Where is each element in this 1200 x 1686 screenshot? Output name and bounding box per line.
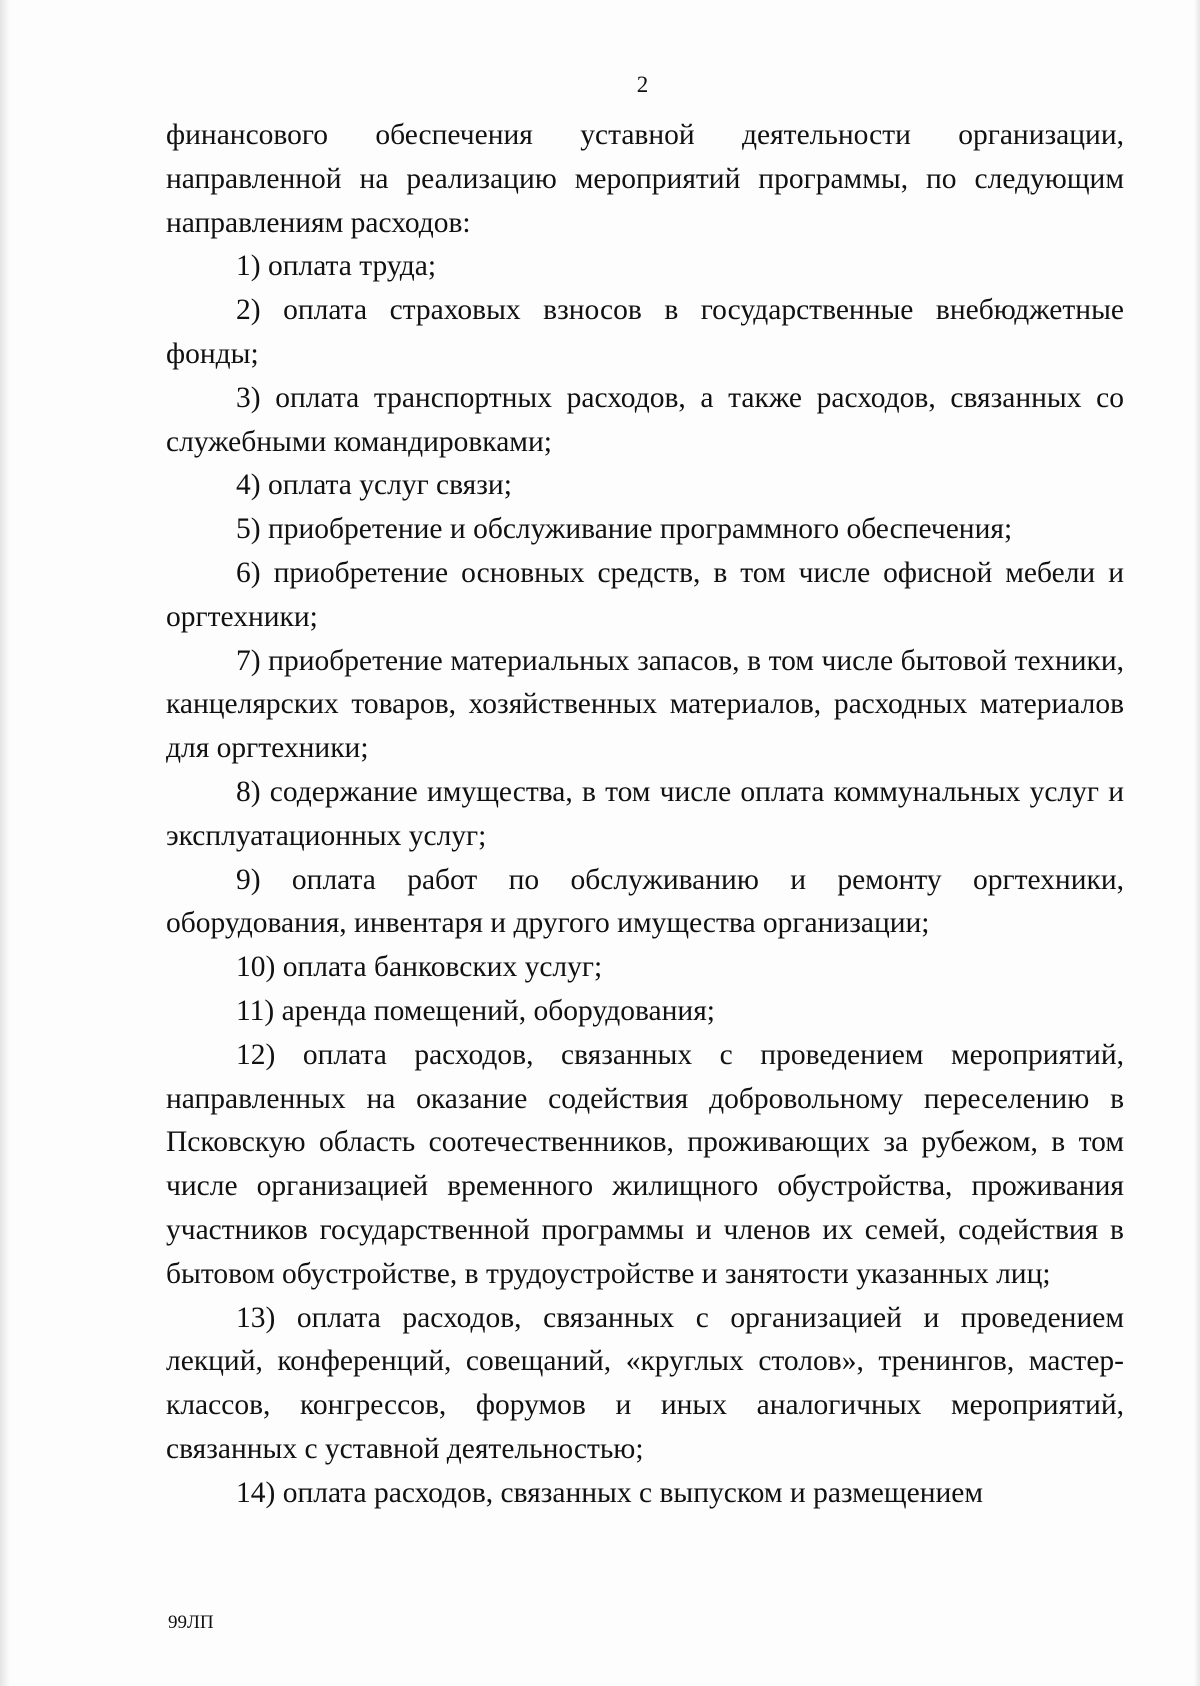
- list-item-8: 8) содержание имущества, в том числе оплата коммунальных услуг и эксплуатационных услуг;: [166, 775, 1124, 852]
- list-item-13: 13) оплата расходов, связанных с организацией и проведением лекций, конференций, совещаний, «круглых столов», тренингов, мастер-классов, конгрессов, форумов и иных аналогичных мероприятий, связанных с уставной деятельностью;: [166, 1301, 1124, 1465]
- document-body: [166, 114, 1124, 1516]
- list-item-1: 1) оплата труда;: [236, 250, 437, 283]
- list-item-11: 11) аренда помещений, оборудования;: [236, 994, 715, 1027]
- list-item-5: 5) приобретение и обслуживание программного обеспечения;: [236, 513, 1013, 546]
- scan-edge-right: [1194, 0, 1200, 1686]
- footer-code: 99ЛП: [168, 1612, 214, 1633]
- intro-paragraph: финансового обеспечения уставной деятельности организации, направленной на реализацию мероприятий программы, по следующим направлениям расходов:: [166, 119, 1124, 239]
- list-item-10: 10) оплата банковских услуг;: [236, 951, 603, 984]
- list-item-4: 4) оплата услуг связи;: [236, 469, 512, 502]
- list-item-6: 6) приобретение основных средств, в том числе офисной мебели и оргтехники;: [166, 556, 1124, 633]
- scan-edge-left: [0, 0, 10, 1686]
- list-item-14: 14) оплата расходов, связанных с выпуском и размещением: [236, 1476, 984, 1509]
- list-item-7: 7) приобретение материальных запасов, в том числе бытовой техники, канцелярских товаров, хозяйственных материалов, расходных материалов для оргтехники;: [166, 644, 1124, 765]
- list-item-2: 2) оплата страховых взносов в государственные внебюджетные фонды;: [166, 294, 1124, 370]
- list-item-9: 9) оплата работ по обслуживанию и ремонту оргтехники, оборудования, инвентаря и другого имущества организации;: [166, 863, 1124, 940]
- list-item-3: 3) оплата транспортных расходов, а также расходов, связанных со служебными командировками;: [166, 381, 1124, 458]
- list-item-12: 12) оплата расходов, связанных с проведением мероприятий, направленных на оказание содействия добровольному переселению в Псковскую область соотечественников, проживающих за рубежом, в том числе организацией временного жилищного обустройства, проживания участников государственной программы и членов их семей, содействия в бытовом обустройстве, в трудоустройстве и занятости указанных лиц;: [166, 1038, 1124, 1290]
- page-number: 2: [636, 72, 649, 97]
